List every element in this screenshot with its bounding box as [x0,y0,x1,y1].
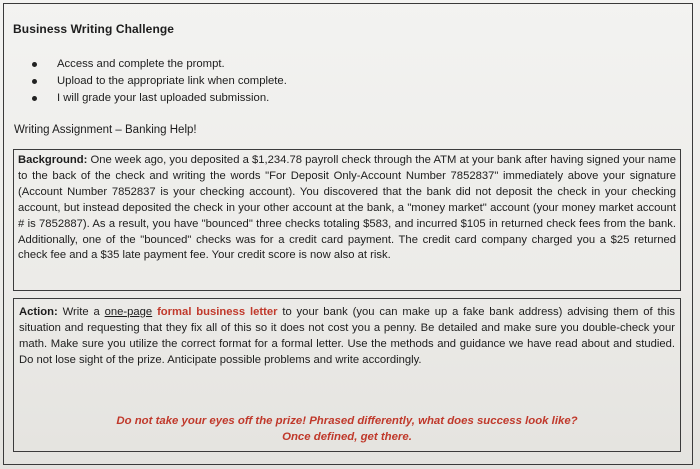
background-label: Background: [18,154,88,166]
action-text-after: to your bank (you can make up a fake bank address) advising them of this situation and requesting that they fix all of this so it does not cost you a penny. Be detailed and make sure you double-check your math. Make sure you utilize the correct format for a formal letter. Use the methods and guidance we have read about and studied. Do not lose sight of the prize. Anticipate possible problems and write accordingly. [19,306,675,366]
action-text-before: Write a [57,306,105,318]
action-box [13,298,681,452]
instruction-item: I will grade your last uploaded submission. [30,90,287,107]
prize-line-1: Do not take your eyes off the prize! Phrased differently, what does success look like? [116,415,578,427]
action-paragraph [19,305,675,369]
prize-callout [14,413,680,445]
document-title: Business Writing Challenge [13,22,175,36]
background-box [13,149,681,291]
background-paragraph [18,153,676,264]
background-text: One week ago, you deposited a $1,234.78 payroll check through the ATM at your bank after having signed your name to the back of the check and writing the words "For Deposit Only-Account Number 7852837" immediately above your signature (Account Number 7852837 is your checking account). You discovered that the bank did not deposit the check in your checking account, but instead deposited the check in your other account at the bank, a "money market" account (your money market account # is 7852887). As a result, you have "bounced" three checks totaling $583, and incurred $105 in returned check fees from the bank. Additionally, one of the "bounced" checks was for a credit card payment. The credit card company charged you a $25 returned check fee and a $35 late payment fee. Your credit score is now also at risk. [18,154,676,262]
prize-line-2: Once defined, get there. [282,431,412,443]
instruction-list [30,56,287,107]
one-page-underlined: one-page [104,306,153,318]
formal-letter-highlight: formal business letter [157,306,278,318]
assignment-heading: Writing Assignment – Banking Help! [14,124,197,136]
action-label: Action: [19,306,58,318]
instruction-item: Access and complete the prompt. [30,56,287,73]
instruction-item: Upload to the appropriate link when complete. [30,73,287,90]
